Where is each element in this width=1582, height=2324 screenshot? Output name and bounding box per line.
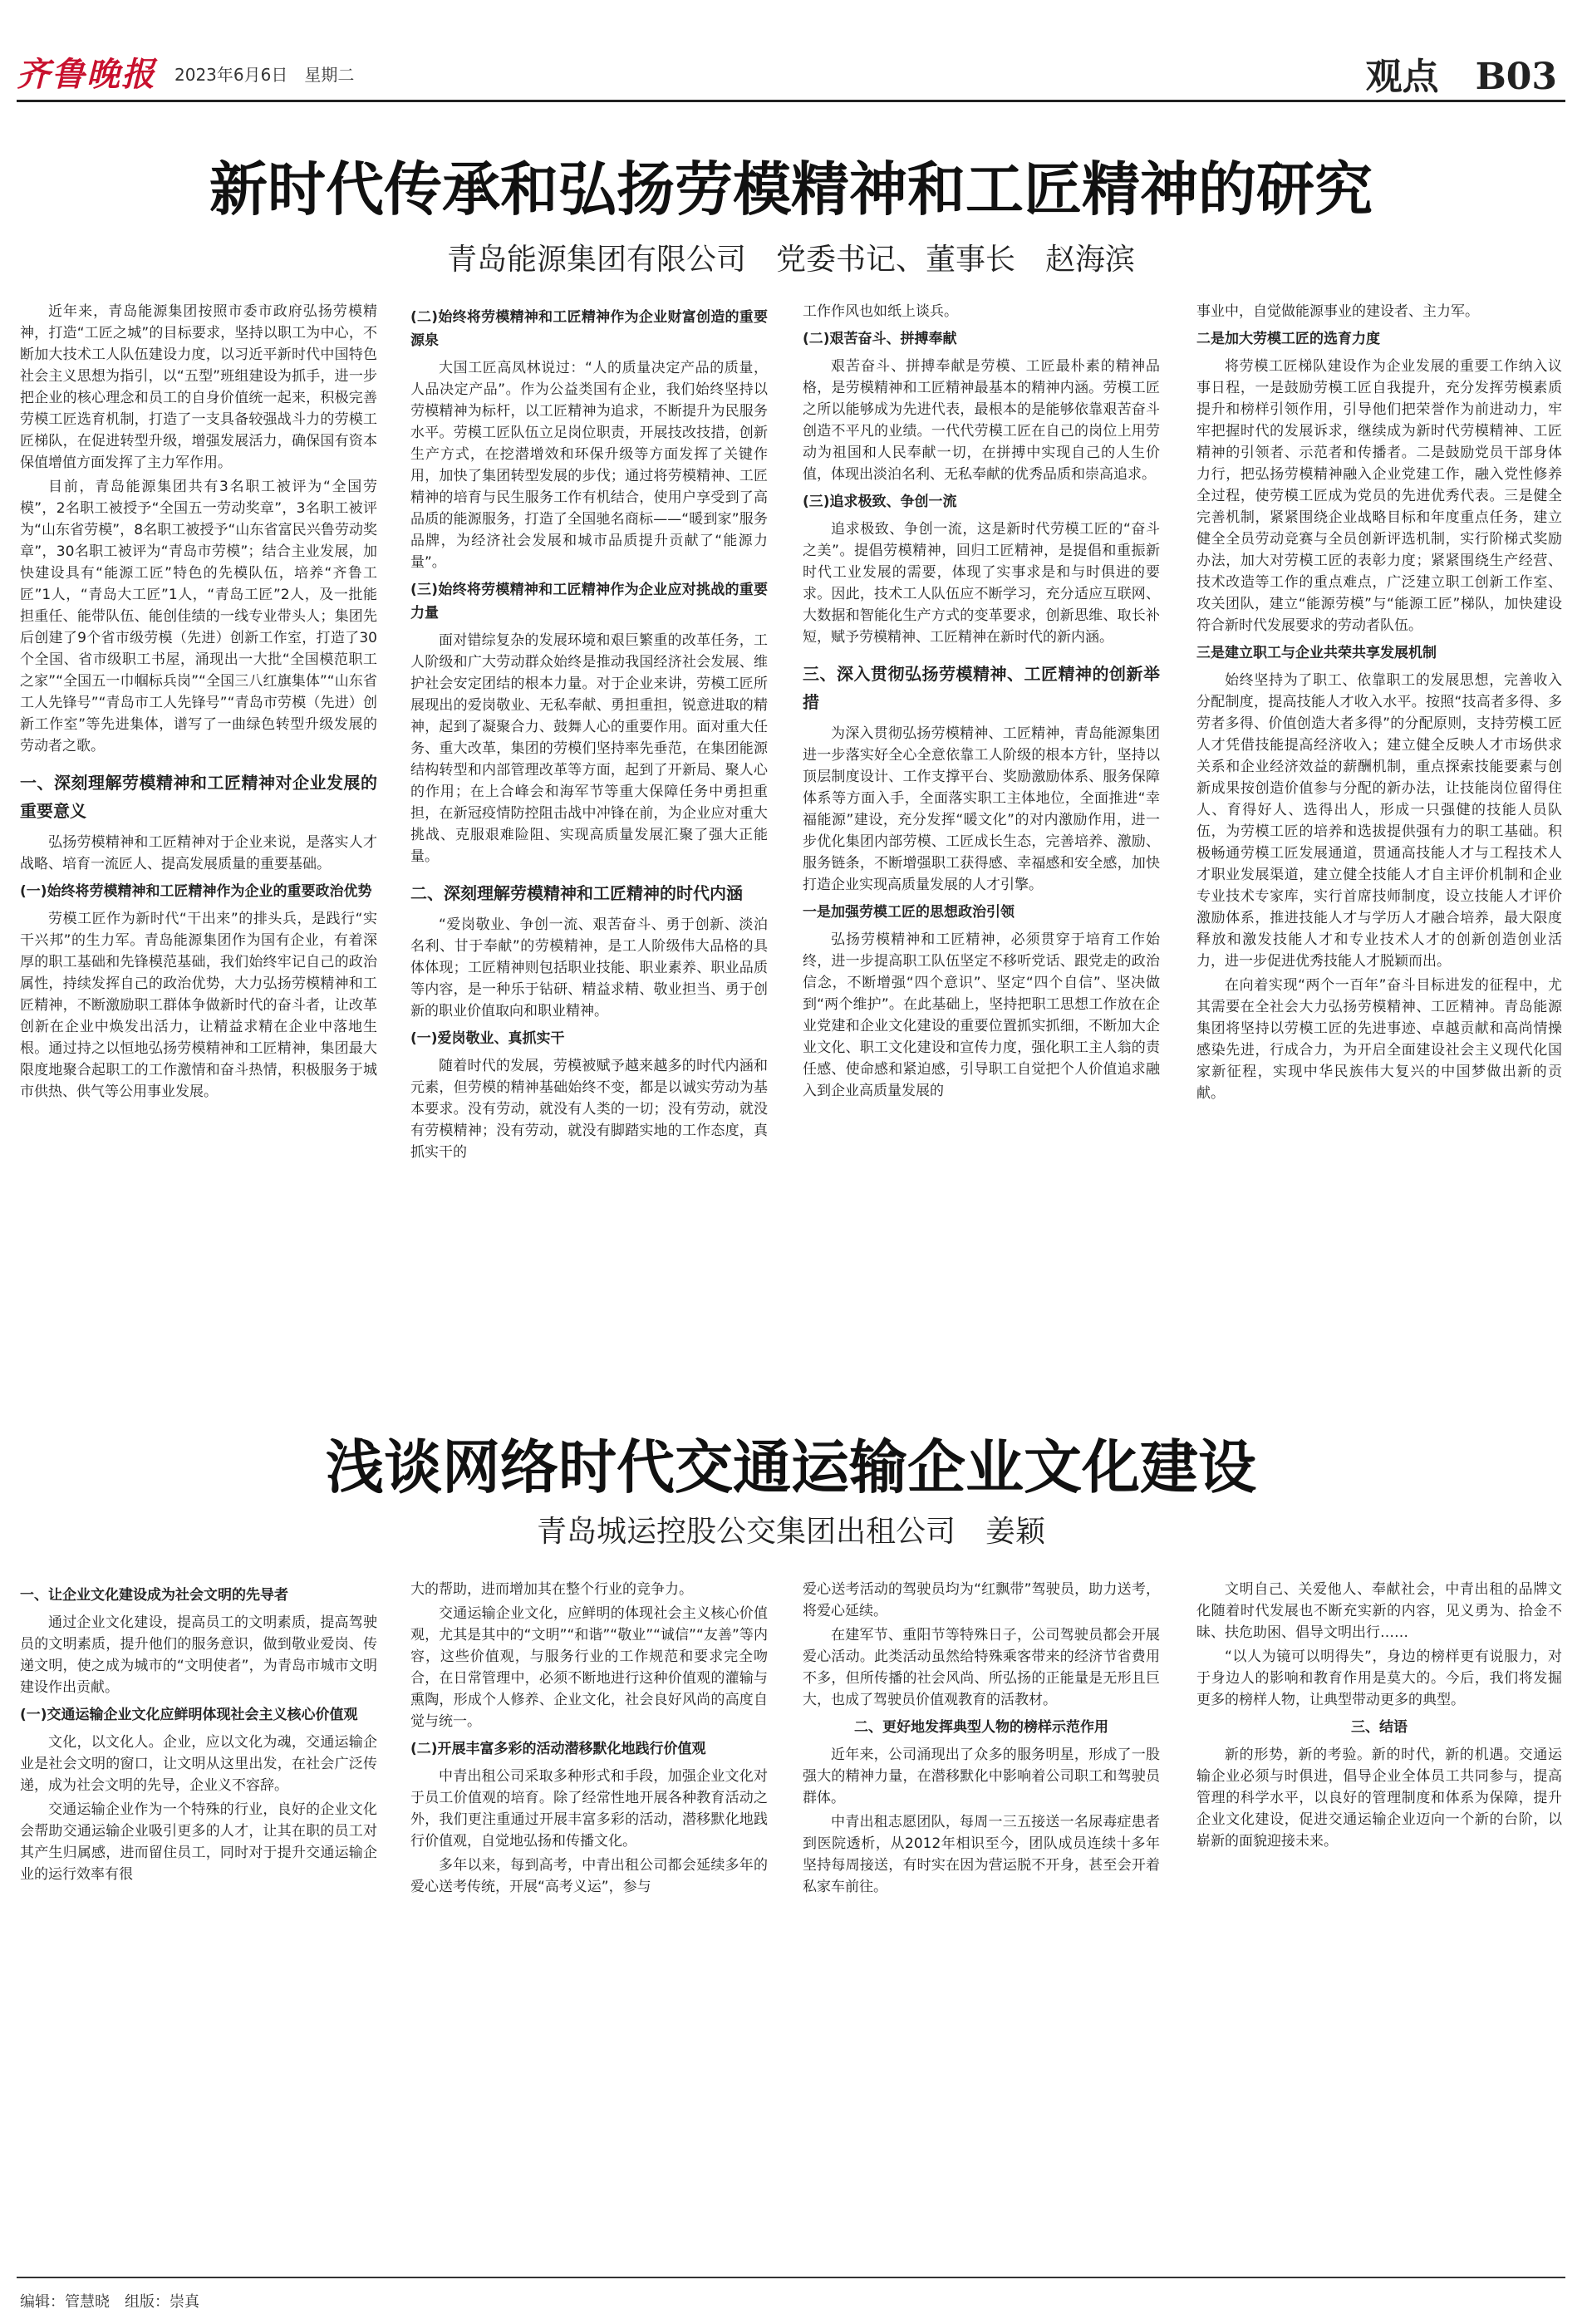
subsection-heading: 一、让企业文化建设成为社会文明的先导者 [20, 1587, 288, 1604]
paragraph: 劳模工匠作为新时代“干出来”的排头兵，是践行“实干兴邦”的生力军。青岛能源集团作为国有企业，有着深厚的职工基础和先锋模范基础，我们始终牢记自己的政治属性，持续发挥自己的政治优势，大力弘扬劳模精神和工匠精神，不断激励职工群体争做新时代的奋斗者，让改革创新在企业中焕发出活力，让精益求精在企业中落地生根。通过持之以恒地弘扬劳模精神和工匠精神，集团最大限度地聚合起职工的工作激情和奋斗热情，积极服务于城市供热、供气等公用事业发展。 [20, 911, 377, 1100]
article2-byline: 青岛城运控股公交集团出租公司 姜颖 [536, 1515, 1045, 1549]
article1-title: 新时代传承和弘扬劳模精神和工匠精神的研究 [209, 155, 1373, 224]
paragraph: 近年来，青岛能源集团按照市委市政府弘扬劳模精神，打造“工匠之城”的目标要求，坚持以职工为中心，不断加大技术工人队伍建设力度，以习近平新时代中国特色社会主义思想为指引，以“五型”班组建设为抓手，进一步把企业的核心理念和员工的自身价值统一起来，积极完善劳模工匠选育机制，打造了一支具备较强战斗力的劳模工匠梯队，在促进转型升级，增强发展活力，确保国有资本保值增值方面发挥了主力军作用。 [20, 303, 377, 471]
paragraph: 为深入贯彻弘扬劳模精神、工匠精神，青岛能源集团进一步落实好全心全意依靠工人阶级的根本方针，坚持以顶层制度设计、工作支撑平台、奖励激励体系、服务保障体系等方面入手，全面落实职工主体地位，全面推进“幸福能源”建设，充分发挥“暖文化”的对内激励作用，进一步优化集团内部劳模、工匠成长生态，完善培养、激励、服务链条，不断增强职工获得感、幸福感和安全感，加快打造企业实现高质量发展的人才引擎。 [803, 725, 1160, 893]
subsection-heading: 二、更好地发挥典型人物的榜样示范作用 [854, 1719, 1108, 1736]
subsection-heading: (三)追求极致、争创一流 [803, 494, 957, 510]
section-label: 观点 B03 [1365, 56, 1557, 98]
paragraph: 爱心送考活动的驾驶员均为“红飘带”驾驶员，助力送考，将爱心延续。 [803, 1581, 1160, 1619]
paragraph: 多年以来，每到高考，中青出租公司都会延续多年的爱心送考传统，开展“高考义运”，参与 [410, 1857, 768, 1895]
issue-date: 2023年6月6日 星期二 [174, 65, 355, 85]
paragraph: 将劳模工匠梯队建设作为企业发展的重要工作纳入议事日程，一是鼓励劳模工匠自我提升，充分发挥劳模素质提升和榜样引领作用，引导他们把荣誉作为前进动力，牢牢把握时代的发展诉求，继续成为新时代劳模精神、工匠精神的引领者、示范者和传播者。二是鼓励党员干部身体力行，把弘扬劳模精神融入企业党建工作，融入党性修养全过程，使劳模工匠成为党员的先进优秀代表。三是健全完善机制，紧紧围绕企业战略目标和年度重点任务，建立健全全员劳动竞赛与全员创新评选机制，实行阶梯式奖励办法，加大对劳模工匠的表彰力度；紧紧围绕生产经营、技术改造等工作的重点难点，广泛建立职工创新工作室、攻关团队，建立“能源劳模”与“能源工匠”梯队，加快建设符合新时代发展要求的劳动者队伍。 [1196, 358, 1562, 634]
paragraph: 随着时代的发展，劳模被赋予越来越多的时代内涵和元素，但劳模的精神基础始终不变，都是以诚实劳动为基本要求。没有劳动，就没有人类的一切；没有劳动，就没有劳模精神；没有劳动，就没有脚踏实地的工作态度，真抓实干的 [410, 1058, 768, 1161]
paragraph: 大的帮助，进而增加其在整个行业的竞争力。 [410, 1581, 693, 1598]
subsection-heading: (一)交通运输企业文化应鲜明体现社会主义核心价值观 [20, 1707, 358, 1723]
paragraph: 弘扬劳模精神和工匠精神对于企业来说，是落实人才战略、培育一流匠人、提高发展质量的重要基础。 [20, 834, 377, 872]
paragraph: “爱岗敬业、争创一流、艰苦奋斗、勇于创新、淡泊名利、甘于奉献”的劳模精神，是工人阶级伟大品格的具体体现；工匠精神则包括职业技能、职业素养、职业品质等内容，是一种乐于钻研、精益求精、敬业担当、勇于创新的职业价值取向和职业精神。 [410, 916, 768, 1020]
subsection-heading: (一)始终将劳模精神和工匠精神作为企业的重要政治优势 [20, 883, 372, 900]
paragraph: 始终坚持为了职工、依靠职工的发展思想，完善收入分配制度，提高技能人才收入水平。按照“技高者多得、多劳者多得、价值创造大者多得”的分配原则，支持劳模工匠人才凭借技能提高经济收入；建立健全反映人才市场供求关系和企业经济效益的薪酬机制，重点探索技能要素与创新成果按创造价值参与分配的新办法，让技能岗位留得住人、育得好人、选得出人，形成一只强健的技能人员队伍，为劳模工匠的培养和选拔提供强有力的职工基础。积极畅通劳模工匠发展通道，贯通高技能人才与工程技术人才职业发展渠道，建立健全技能人才自主评价机制和企业专业技术专家库，实行首席技师制度，设立技能人才评价激励体系，推进技能人才与学历人才融合培养，最大限度释放和激发技能人才和专业技术人才的创新创造创业活力，进一步促进优秀技能人才脱颖而出。 [1196, 672, 1562, 970]
paragraph: 在建军节、重阳节等特殊日子，公司驾驶员都会开展爱心活动。此类活动虽然给特殊乘客带来的经济节省费用不多，但所传播的社会风尚、所弘扬的正能量是无形且巨大，也成了驾驶员价值观教育的活教材。 [803, 1627, 1160, 1708]
paragraph: 近年来，公司涌现出了众多的服务明星，形成了一股强大的精神力量，在潜移默化中影响着公司职工和驾驶员群体。 [803, 1747, 1160, 1806]
paragraph: 交通运输企业作为一个特殊的行业，良好的企业文化会帮助交通运输企业吸引更多的人才，让其在职的员工对其产生归属感，进而留住员工，同时对于提升交通运输企业的运行效率有很 [20, 1801, 377, 1883]
subsection-heading: 二是加大劳模工匠的选育力度 [1196, 331, 1380, 347]
section-heading: 二、深刻理解劳模精神和工匠精神的时代内涵 [410, 883, 743, 903]
newspaper-logo: 齐鲁晚报 [17, 55, 156, 94]
article2-column-2 [410, 1579, 768, 2273]
subsection-heading: (三)始终将劳模精神和工匠精神作为企业应对挑战的重要力量 [410, 582, 768, 622]
paragraph: 工作作风也如纸上谈兵。 [803, 303, 958, 320]
article2-column-1 [20, 1579, 377, 2273]
section-heading: 三、深入贯彻弘扬劳模精神、工匠精神的创新举措 [803, 664, 1160, 712]
paragraph: 大国工匠高凤林说过：“人的质量决定产品的质量，人品决定产品”。作为公益类国有企业，我们始终坚持以劳模精神为标杆，以工匠精神为追求，不断提升为民服务水平。劳模工匠队伍立足岗位职责，开展技改技措，创新生产方式，在挖潜增效和环保升级等方面发挥了关键作用，加快了集团转型发展的步伐；通过将劳模精神、工匠精神的培育与民生服务工作有机结合，使用户享受到了高品质的能源服务，打造了全国驰名商标——“暖到家”服务品牌，为经济社会发展和城市品质提升贡献了“能源力量”。 [410, 360, 768, 571]
subsection-heading: 一是加强劳模工匠的思想政治引领 [803, 904, 1015, 921]
article2-column-3 [803, 1579, 1160, 2273]
paragraph: 追求极致、争创一流，这是新时代劳模工匠的“奋斗之美”。提倡劳模精神，回归工匠精神，是提倡和重振新时代工业发展的需要，体现了实事求是和与时俱进的要求。因此，技术工人队伍应不断学习，充分适应互联网、大数据和智能化生产方式的变革要求，创新思维、取长补短，赋予劳模精神、工匠精神在新时代的新内涵。 [803, 521, 1160, 646]
article1-byline: 青岛能源集团有限公司 党委书记、董事长 赵海滨 [446, 243, 1135, 277]
paragraph: 目前，青岛能源集团共有3名职工被评为“全国劳模”，2名职工被授予“全国五一劳动奖章”，3名职工被评为“山东省劳模”，8名职工被授予“山东省富民兴鲁劳动奖章”，30名职工被评为“青岛市劳模”；结合主业发展，加快建设具有“能源工匠”特色的先模队伍，培养“齐鲁工匠”1人，“青岛大工匠”1人，“青岛工匠”2人，及一批能担重任、能带队伍、能创佳绩的一线专业带头人；集团先后创建了9个省市级劳模（先进）创新工作室，打造了30个全国、省市级职工书屋，涌现出一大批“全国模范职工之家”“全国五一巾帼标兵岗”“全国三八红旗集体”“山东省工人先锋号”“青岛市工人先锋号”“青岛市劳模（先进）创新工作室”等先进集体，谱写了一曲绿色转型升级发展的劳动者之歌。 [20, 479, 377, 754]
paragraph: 交通运输企业文化，应鲜明的体现社会主义核心价值观，尤其是其中的“文明”“和谐”“敬业”“诚信”“友善”等内容，这些价值观，与服务行业的工作规范和要求完全吻合，在日常管理中，必须不断地进行这种价值观的灌输与熏陶，形成个人修养、企业文化，社会良好风尚的高度自觉与统一。 [410, 1605, 768, 1730]
paragraph: 弘扬劳模精神和工匠精神，必须贯穿于培育工作始终，进一步提高职工队伍坚定不移听党话、跟党走的政治信念，不断增强“四个意识”、坚定“四个自信”、坚决做到“两个维护”。在此基础上，坚持把职工思想工作放在企业党建和企业文化建设的重要位置抓实抓细，不断加大企业文化、职工文化建设和宣传力度，强化职工主人翁的责任感、使命感和紧迫感，引导职工自觉把个人价值追求融入到企业高质量发展的 [803, 931, 1160, 1099]
subsection-heading: 三是建立职工与企业共荣共享发展机制 [1196, 645, 1437, 661]
footer-rule [17, 2277, 1565, 2278]
paragraph: 艰苦奋斗、拼搏奉献是劳模、工匠最朴素的精神品格，是劳模精神和工匠精神最基本的精神内涵。劳模工匠之所以能够成为先进代表，最根本的是能够依靠艰苦奋斗创造不平凡的业绩。一代代劳模工匠在自己的岗位上用劳动为祖国和人民奉献一切，在拼搏中实现自己的人生价值，体现出淡泊名利、无私奉献的优秀品质和崇高追求。 [803, 358, 1160, 483]
paragraph: “以人为镜可以明得失”，身边的榜样更有说服力，对于身边人的影响和教育作用是莫大的。今后，我们将发掘更多的榜样人物，让典型带动更多的典型。 [1196, 1648, 1562, 1708]
paragraph: 事业中，自觉做能源事业的建设者、主力军。 [1196, 303, 1479, 320]
article2-column-4 [1196, 1579, 1562, 2273]
paragraph: 中青出租志愿团队，每周一三五接送一名尿毒症患者到医院透析，从2012年相识至今，团队成员连续十多年坚持每周接送，有时实在因为营运脱不开身，甚至会开着私家车前往。 [803, 1814, 1160, 1895]
section-heading: 一、深刻理解劳模精神和工匠精神对企业发展的重要意义 [20, 773, 377, 821]
article2-title: 浅谈网络时代交通运输企业文化建设 [326, 1432, 1256, 1501]
paragraph: 通过企业文化建设，提高员工的文明素质，提高驾驶员的文明素质，提升他们的服务意识，做到敬业爱岗、传递文明，使之成为城市的“文明使者”，为青岛市城市文明建设作出贡献。 [20, 1614, 377, 1696]
paragraph: 在向着实现“两个一百年”奋斗目标进发的征程中，尤其需要在全社会大力弘扬劳模精神、工匠精神。青岛能源集团将坚持以劳模工匠的先进事迹、卓越贡献和高尚情操感染先进，行成合力，为开启全面建设社会主义现代化国家新征程，实现中华民族伟大复兴的中国梦做出新的贡献。 [1196, 977, 1562, 1102]
subsection-heading: (二)开展丰富多彩的活动潜移默化地践行价值观 [410, 1741, 706, 1757]
subsection-heading: 三、结语 [1351, 1719, 1408, 1736]
subsection-heading: (一)爱岗敬业、真抓实干 [410, 1030, 565, 1047]
paragraph: 新的形势，新的考验。新的时代，新的机遇。交通运输企业必须与时俱进，倡导企业全体员工共同参与，提高管理的科学水平，以良好的管理制度和体系为保障，提升企业文化建设，促进交通运输企业迈向一个新的台阶，以崭新的面貌迎接未来。 [1196, 1747, 1562, 1850]
editor-credits: 编辑：管慧晓 组版：崇真 [20, 2293, 199, 2311]
paragraph: 文化，以文化人。企业，应以文化为魂，交通运输企业是社会文明的窗口，让文明从这里出发，在社会广泛传递，成为社会文明的先导，企业义不容辞。 [20, 1734, 377, 1794]
paragraph: 文明自己、关爱他人、奉献社会，中青出租的品牌文化随着时代发展也不断充实新的内容，见义勇为、拾金不昧、扶危助困、倡导文明出行…… [1196, 1581, 1562, 1641]
masthead [17, 42, 1565, 102]
paragraph: 面对错综复杂的发展环境和艰巨繁重的改革任务，工人阶级和广大劳动群众始终是推动我国经济社会发展、维护社会安定团结的根本力量。对于企业来讲，劳模工匠所展现出的爱岗敬业、无私奉献、勇担重担，锐意进取的精神，起到了凝聚合力、鼓舞人心的重要作用。面对重大任务、重大改革，集团的劳模们坚持率先垂范，在集团能源结构转型和内部管理改革等方面，起到了开新局、聚人心的作用；在上合峰会和海军节等重大保障任务中勇担重担，在新冠疫情防控阻击战中冲锋在前，为企业应对重大挑战、克服艰难险阻、实现高质量发展汇聚了强大正能量。 [410, 632, 768, 865]
subsection-heading: (二)艰苦奋斗、拼搏奉献 [803, 331, 957, 347]
subsection-heading: (二)始终将劳模精神和工匠精神作为企业财富创造的重要源泉 [410, 309, 768, 349]
paragraph: 中青出租公司采取多种形式和手段，加强企业文化对于员工价值观的培育。除了经常性地开展各种教育活动之外，我们更注重通过开展丰富多彩的活动，潜移默化地践行价值观，自觉地弘扬和传播文化。 [410, 1768, 768, 1850]
